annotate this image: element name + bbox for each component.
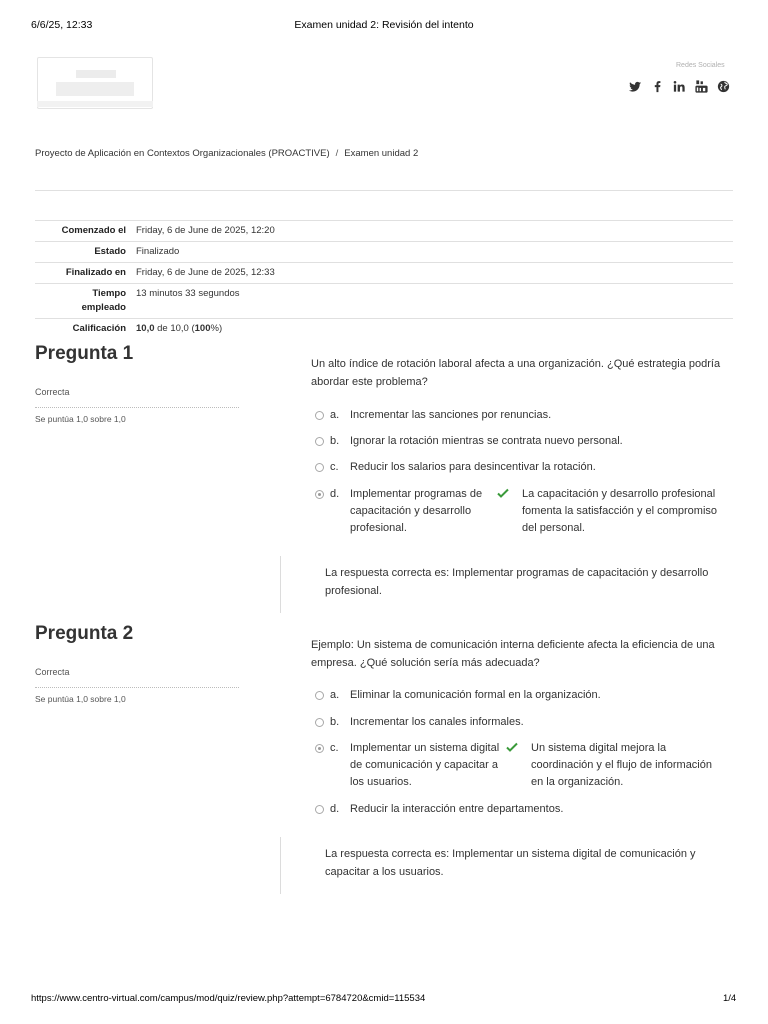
- twitter-icon[interactable]: [628, 79, 643, 94]
- summary-row: [35, 242, 733, 263]
- option-feedback: La capacitación y desarrollo profesional fomenta la satisfacción y el compromiso del personal.: [522, 488, 718, 534]
- logo-tagline: [37, 101, 153, 107]
- option-text: Implementar programas de capacitación y desarrollo profesional.: [350, 488, 483, 534]
- question-state: Correcta: [35, 667, 70, 677]
- breadcrumb-separator: /: [335, 148, 339, 159]
- grade-close: %): [210, 323, 223, 334]
- option-letter: a.: [330, 409, 340, 421]
- radio-button[interactable]: [315, 691, 324, 700]
- grade-percent: 100: [194, 323, 211, 334]
- correct-check-icon: [497, 488, 509, 498]
- divider: [35, 190, 733, 191]
- question-state: Correcta: [35, 387, 70, 397]
- breadcrumb-course[interactable]: Proyecto de Aplicación en Contextos Organizacionales (PROACTIVE): [35, 148, 330, 159]
- option-text: Reducir la interacción entre departamentos.: [350, 803, 564, 815]
- grade-score: 10,0: [136, 323, 155, 334]
- option-text: Incrementar las sanciones por renuncias.: [350, 409, 552, 421]
- question-title: Pregunta 1: [35, 343, 134, 364]
- summary-row: [35, 263, 733, 284]
- summary-label: Calificación: [35, 319, 132, 340]
- option-letter: a.: [330, 689, 340, 701]
- print-url: https://www.centro-virtual.com/campus/mod/quiz/review.php?attempt=6784720&cmid=115534: [31, 993, 426, 1004]
- option-text: Reducir los salarios para desincentivar la rotación.: [350, 461, 596, 473]
- print-title: Examen unidad 2: Revisión del intento: [294, 19, 474, 31]
- radio-button-selected[interactable]: [315, 744, 324, 753]
- linkedin-icon[interactable]: [672, 79, 687, 94]
- facebook-icon[interactable]: [650, 79, 665, 94]
- right-answer-text: La respuesta correcta es: Implementar un sistema digital de comunicación y capacitar a los usuarios.: [325, 848, 696, 878]
- option-feedback: Un sistema digital mejora la coordinación y el flujo de información en la organización.: [531, 742, 712, 788]
- radio-button[interactable]: [315, 718, 324, 727]
- summary-value: Friday, 6 de June de 2025, 12:20: [132, 221, 733, 242]
- option-text: Implementar un sistema digital de comunicación y capacitar a los usuarios.: [350, 742, 500, 788]
- summary-value: Friday, 6 de June de 2025, 12:33: [132, 263, 733, 284]
- correct-check-icon: [506, 742, 518, 752]
- social-label: Redes Sociales: [676, 62, 725, 69]
- summary-label: Finalizado en: [35, 263, 132, 284]
- summary-row: [35, 284, 733, 319]
- radio-button[interactable]: [315, 437, 324, 446]
- question-grade: Se puntúa 1,0 sobre 1,0: [35, 414, 126, 424]
- question-info-divider: [35, 687, 239, 688]
- option-letter: b.: [330, 716, 340, 728]
- question-text: Un alto índice de rotación laboral afecta a una organización. ¿Qué estrategia podría abordar este problema?: [311, 358, 721, 388]
- radio-button-selected[interactable]: [315, 490, 324, 499]
- option-text: Incrementar los canales informales.: [350, 716, 524, 728]
- summary-label: Tiempo empleado: [35, 284, 132, 319]
- summary-label: Estado: [35, 242, 132, 263]
- question-info-divider: [35, 407, 239, 408]
- summary-grade: [132, 319, 733, 340]
- print-datetime: 6/6/25, 12:33: [31, 19, 93, 31]
- youtube-icon[interactable]: [694, 79, 709, 94]
- grade-of: de 10,0 (: [157, 323, 195, 334]
- radio-button[interactable]: [315, 805, 324, 814]
- breadcrumb: [35, 148, 418, 159]
- option-letter: b.: [330, 435, 340, 447]
- option-letter: c.: [330, 461, 339, 473]
- question-title: Pregunta 2: [35, 623, 134, 644]
- social-icons: [628, 79, 731, 94]
- option-text: Eliminar la comunicación formal en la organización.: [350, 689, 601, 701]
- print-header: [0, 19, 768, 33]
- summary-label: Comenzado el: [35, 221, 132, 242]
- radio-button[interactable]: [315, 411, 324, 420]
- attempt-summary-table: [35, 220, 733, 339]
- option-text: Ignorar la rotación mientras se contrata nuevo personal.: [350, 435, 623, 447]
- globe-icon[interactable]: [716, 79, 731, 94]
- right-answer-text: La respuesta correcta es: Implementar programas de capacitación y desarrollo profesional.: [325, 567, 709, 597]
- option-letter: c.: [330, 742, 339, 754]
- summary-row: [35, 221, 733, 242]
- right-answer: [280, 556, 733, 613]
- print-page-number: 1/4: [723, 993, 737, 1004]
- breadcrumb-quiz[interactable]: Examen unidad 2: [344, 148, 419, 159]
- summary-value: Finalizado: [132, 242, 733, 263]
- question-text: Ejemplo: Un sistema de comunicación interna deficiente afecta la eficiencia de una empresa. ¿Qué solución sería más adecuada?: [311, 639, 715, 669]
- summary-value: 13 minutos 33 segundos: [132, 284, 733, 319]
- option-letter: d.: [330, 803, 340, 815]
- question-grade: Se puntúa 1,0 sobre 1,0: [35, 694, 126, 704]
- option-letter: d.: [330, 488, 340, 500]
- summary-row: [35, 319, 733, 340]
- radio-button[interactable]: [315, 463, 324, 472]
- right-answer: [280, 837, 733, 894]
